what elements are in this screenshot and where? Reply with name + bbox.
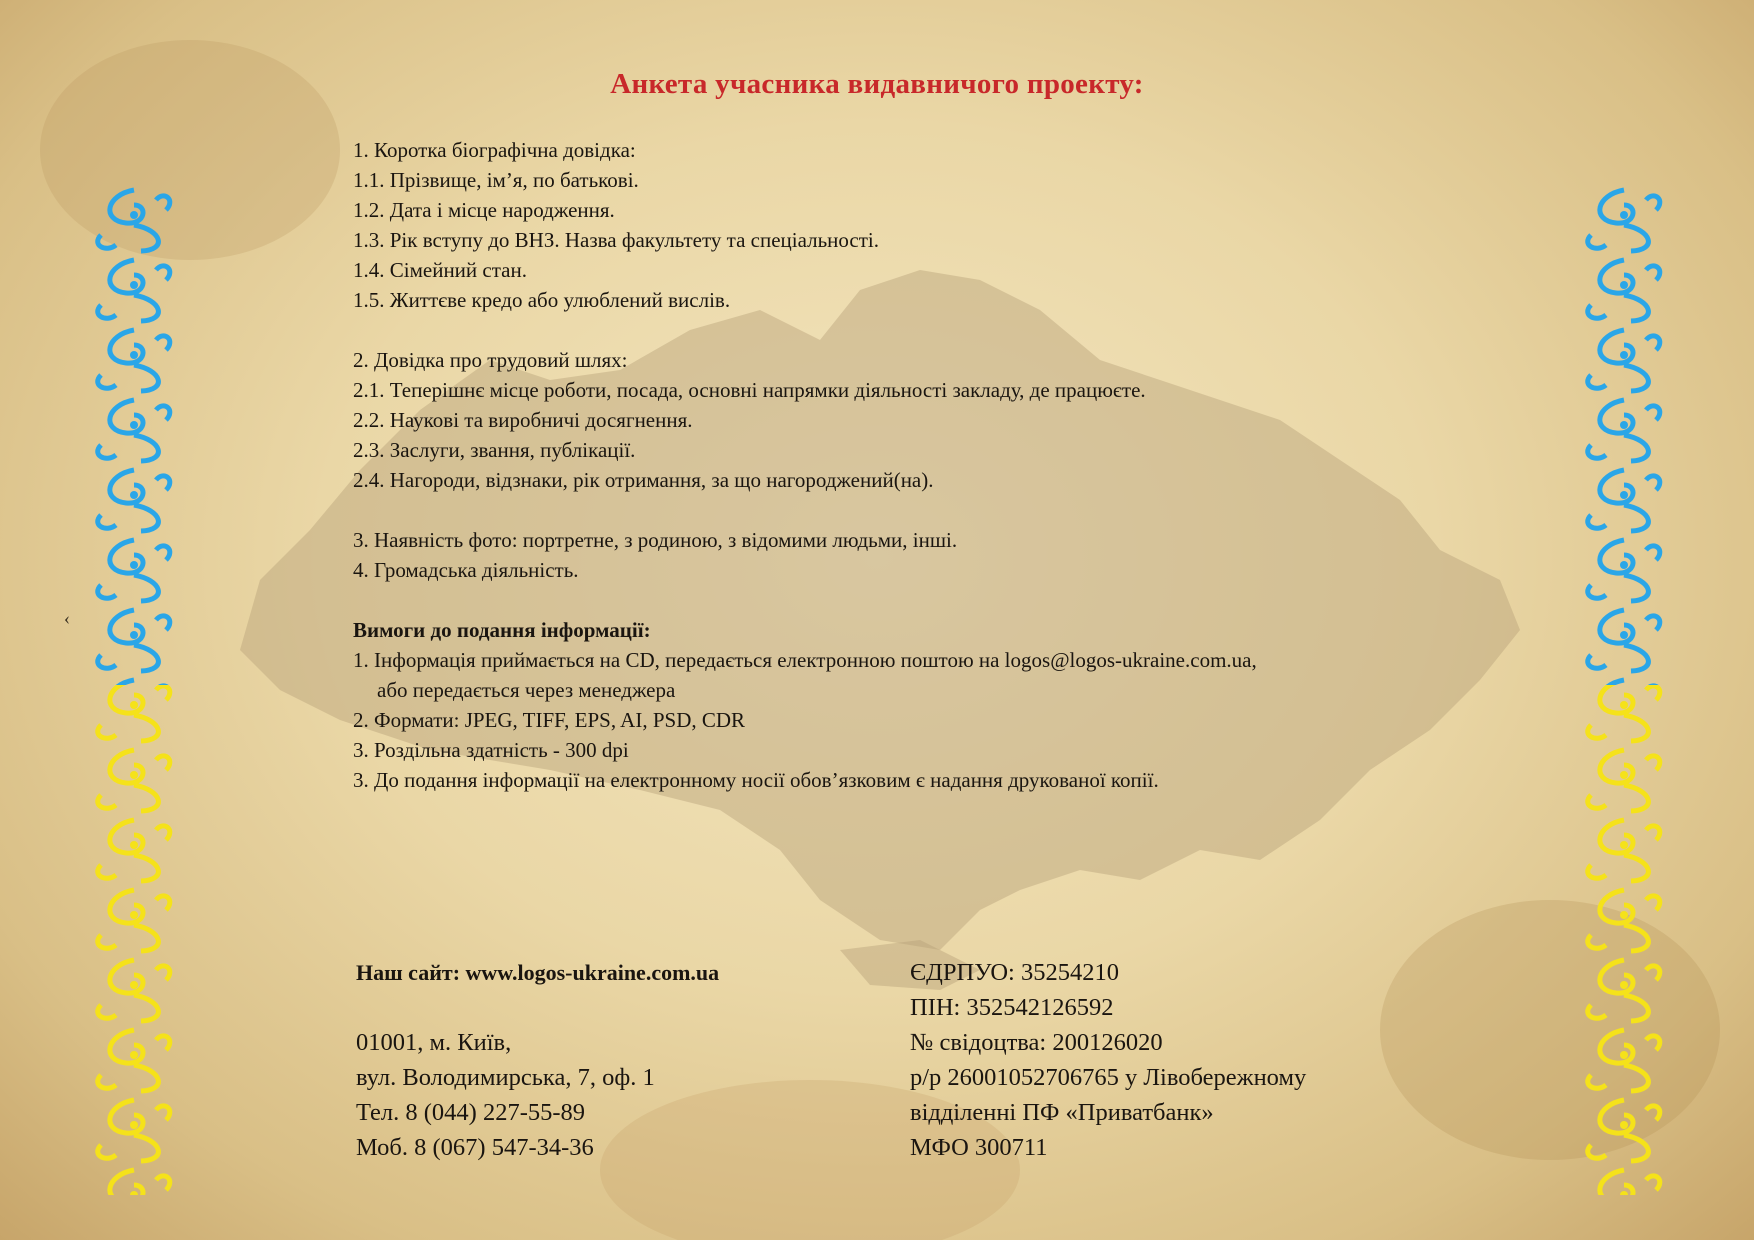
list-item: 1. Коротка біографічна довідка: (353, 138, 636, 162)
list-item: 2. Довідка про трудовий шлях: (353, 348, 628, 372)
pin-code: ПІН: 352542126592 (910, 994, 1114, 1021)
list-item: 2.4. Нагороди, відзнаки, рік отримання, за що нагороджений(на). (353, 468, 934, 492)
address-line: 01001, м. Київ, (356, 1029, 512, 1056)
side-arrow-mark: ‹ (64, 608, 70, 628)
website-link[interactable]: Наш сайт: www.logos-ukraine.com.ua (356, 960, 720, 985)
requirement-item: 2. Формати: JPEG, TIFF, EPS, AI, PSD, CDR (353, 708, 746, 732)
list-item: 3. Наявність фото: портретне, з родиною, з відомими людьми, інші. (353, 528, 958, 552)
edrpou-code: ЄДРПУО: 35254210 (910, 959, 1119, 986)
mobile-number: Моб. 8 (067) 547-34-36 (356, 1134, 594, 1161)
list-item: 2.1. Теперішнє місце роботи, посада, основні напрямки діяльності закладу, де працюєте. (353, 378, 1146, 402)
list-item: 1.2. Дата і місце народження. (353, 198, 615, 222)
phone-number: Тел. 8 (044) 227-55-89 (356, 1099, 586, 1126)
certificate-number: № свідоцтва: 200126020 (910, 1029, 1163, 1056)
list-item: 1.3. Рік вступу до ВНЗ. Назва факультету та спеціальності. (353, 228, 880, 252)
bank-details-block (910, 955, 1470, 1165)
page-title: Анкета учасника видавничого проекту: (610, 68, 1144, 100)
requirement-item: 1. Інформація приймається на CD, передається електронною поштою на logos@logos-ukraine.com.ua, (353, 648, 1257, 672)
address-line: вул. Володимирська, 7, оф. 1 (356, 1064, 655, 1091)
list-item: 1.1. Прізвище, ім’я, по батькові. (353, 168, 639, 192)
requirement-item: або передається через менеджера (377, 678, 676, 702)
right-ornament-border (1576, 185, 1672, 1195)
list-item: 2.2. Наукові та виробничі досягнення. (353, 408, 693, 432)
list-item: 4. Громадська діяльність. (353, 558, 579, 582)
bank-account: р/р 26001052706765 у Лівобережному (910, 1064, 1307, 1091)
bank-branch: відділенні ПФ «Приватбанк» (910, 1099, 1214, 1126)
list-item: 1.4. Сімейний стан. (353, 258, 527, 282)
mfo-code: МФО 300711 (910, 1134, 1048, 1161)
list-item: 1.5. Життєве кредо або улюблений вислів. (353, 288, 731, 312)
questionnaire-body (353, 135, 1453, 795)
left-ornament-border (86, 185, 182, 1195)
requirement-item: 3. Роздільна здатність - 300 dpi (353, 738, 629, 762)
requirements-heading: Вимоги до подання інформації: (353, 618, 651, 642)
list-item: 2.3. Заслуги, звання, публікації. (353, 438, 636, 462)
requirement-item: 3. До подання інформації на електронному носії обов’язковим є надання друкованої копії. (353, 768, 1159, 792)
contacts-block (356, 955, 836, 1165)
